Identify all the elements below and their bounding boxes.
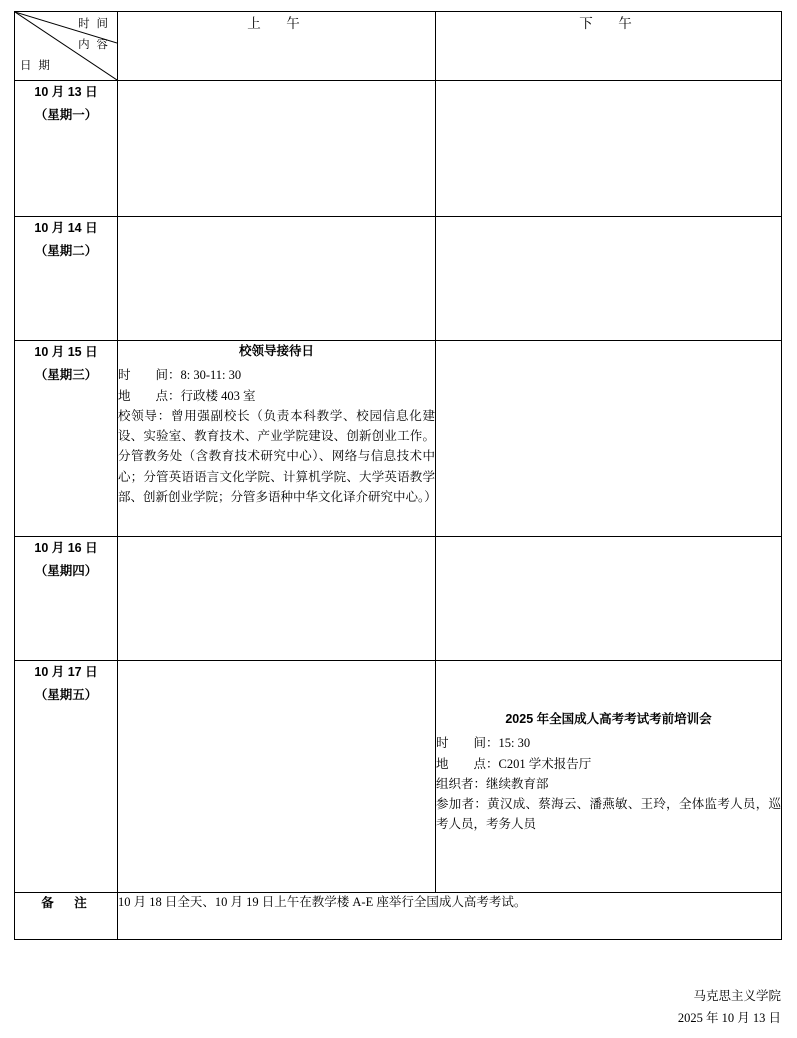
footer-department: 马克思主义学院 (693, 989, 781, 1003)
row-afternoon-cell (436, 81, 782, 217)
row-morning-cell (118, 217, 436, 341)
row-date-line2: （星期三） (34, 368, 98, 383)
weekly-schedule-table (14, 11, 782, 940)
row-afternoon-cell (436, 217, 782, 341)
event-detail-time: 时 间：8: 30-11: 30 (118, 368, 242, 383)
row-morning-cell (118, 341, 436, 537)
event-detail-location: 地 点：行政楼 403 室 (118, 388, 256, 403)
row-morning-cell (118, 537, 436, 661)
corner-label-date: 日 期 (20, 60, 52, 72)
event-detail-leader: 校领导：曾用强副校长（负责本科教学、校园信息化建设、实验室、教育技术、产业学院建设、创新创业工作。分管教务处（含教育技术研究中心）、网络与信息技术中心；分管英语语言文化学院、计算机学院、大学英语教学部、创新创业学院；分管多语种中华文化译介研究中心。） (118, 408, 437, 504)
row-date-line2: （星期一） (34, 108, 98, 123)
table-row (15, 341, 782, 537)
row-date-cell (15, 81, 118, 217)
event-title: 校领导接待日 (238, 344, 314, 358)
table-row (15, 81, 782, 217)
event-title: 2025 年全国成人高考考试考前培训会 (505, 712, 712, 726)
column-header-afternoon-label: 下 午 (579, 16, 638, 31)
row-date-cell (15, 217, 118, 341)
row-date-line1: 10 月 16 日 (34, 541, 98, 555)
corner-label-time: 时 间 (78, 18, 110, 30)
row-date-line2: （星期四） (34, 564, 98, 579)
row-afternoon-cell (436, 537, 782, 661)
row-morning-cell (118, 81, 436, 217)
note-row (15, 893, 782, 940)
row-date-line2: （星期二） (34, 244, 98, 259)
table-row (15, 217, 782, 341)
row-date-line1: 10 月 14 日 (34, 221, 98, 235)
column-header-morning-label: 上 午 (247, 16, 306, 31)
row-date-line1: 10 月 15 日 (34, 345, 98, 359)
row-morning-cell (118, 661, 436, 893)
corner-label-content: 内 容 (78, 39, 110, 51)
event-detail-location: 地 点：C201 学术报告厅 (436, 756, 592, 771)
document-footer (678, 986, 781, 1030)
row-afternoon-cell (436, 341, 782, 537)
note-label: 备 注 (15, 893, 118, 940)
header-corner-cell (15, 12, 118, 81)
row-date-cell (15, 537, 118, 661)
row-date-cell (15, 661, 118, 893)
column-header-morning (118, 12, 436, 81)
row-date-line2: （星期五） (34, 688, 98, 703)
event-detail-organizer: 组织者：继续教育部 (436, 776, 549, 791)
row-date-line1: 10 月 17 日 (34, 665, 98, 679)
row-afternoon-cell (436, 661, 782, 893)
event-detail-time: 时 间：15: 30 (436, 736, 531, 751)
table-row (15, 661, 782, 893)
column-header-afternoon (436, 12, 782, 81)
event-detail-participants: 参加者：黄汉成、蔡海云、潘燕敏、王玲，全体监考人员，巡考人员，考务人员 (436, 797, 781, 832)
note-text: 10 月 18 日全天、10 月 19 日上午在教学楼 A-E 座举行全国成人高考考试。 (118, 893, 782, 940)
row-date-cell (15, 341, 118, 537)
table-row (15, 537, 782, 661)
row-date-line1: 10 月 13 日 (34, 85, 98, 99)
footer-date: 2025 年 10 月 13 日 (677, 1010, 781, 1025)
table-header-row (15, 12, 782, 81)
